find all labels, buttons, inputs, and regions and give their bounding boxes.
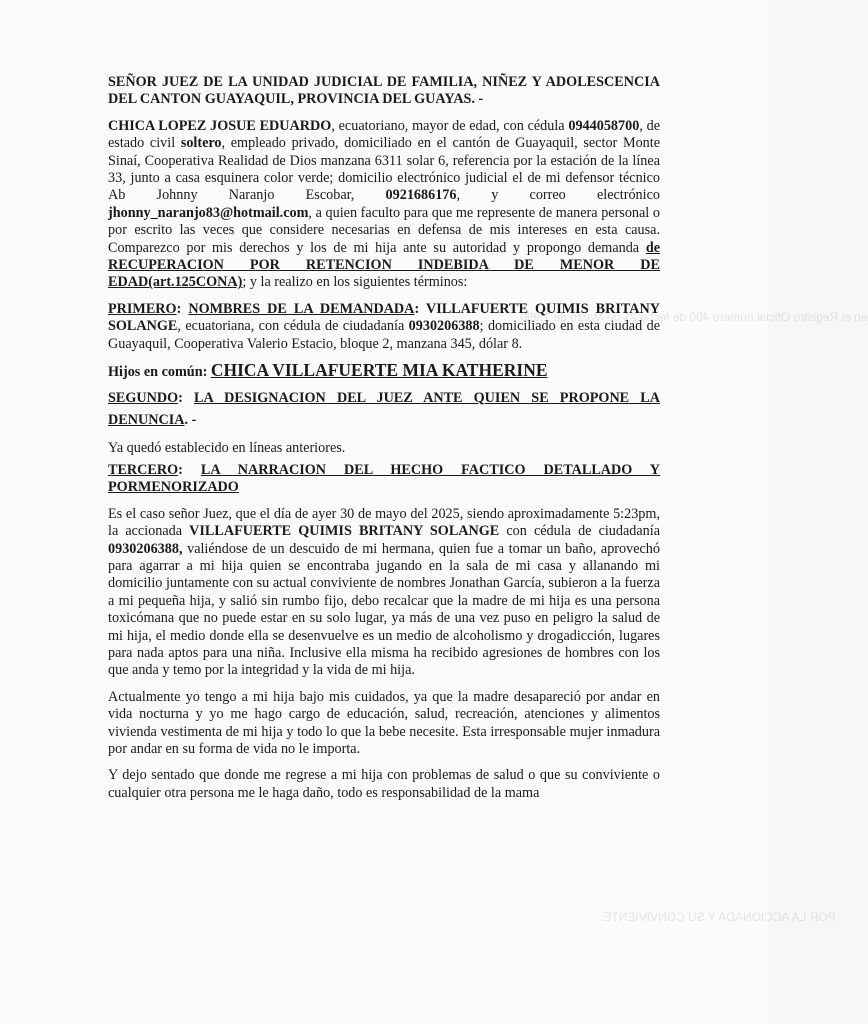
claim-type: de RECUPERACION POR RETENCION INDEBIDA DE MENOR DE EDAD(art.125CONA) [108,239,660,291]
text-segment: , empleado privado, domiciliado en el cantón de Guayaquil, sector Monte Sinaí, Cooperativa Realidad de Dios manzana 6311 solar 6, referencia por la estación de la línea 33, junto a casa esquinera color verde; domicilio electrónico judicial el de mi defensor técnico Ab Johnny Naranjo Escobar, [108,135,660,204]
civil-status: soltero [180,135,222,152]
text-segment: : [178,389,183,406]
text-segment: : [414,300,426,317]
phone-number: 0921686176 [385,187,457,204]
section-segundo [108,387,660,431]
text-segment: . - [184,411,197,428]
bleed-through-text: en el Registro Oficial número 400 de fecha 21 de Marzo de 1.990 [520,310,868,324]
narration-paragraph-3: Y dejo sentado que donde me regrese a mi hija con problemas de salud o que su conviviente o cualquier otra persona me le haga daño, todo es responsabilidad de la mama [108,767,660,801]
section-label: SEGUNDO [108,389,179,406]
child-name: CHICA VILLAFUERTE MIA KATHERINE [210,360,548,381]
section-title: NOMBRES DE LA DEMANDADA [188,300,415,317]
section-segundo-body: Ya quedó establecido en líneas anteriores. [108,439,346,456]
text-segment: , y correo electrónico [456,187,660,204]
text-segment: : [178,461,183,478]
email-address: jhonny_naranjo83@hotmail.com [108,204,309,221]
section-title: LA NARRACION DEL HECHO FACTICO DETALLADO Y PORMENORIZADO [108,461,660,496]
text-segment: valiéndose de un descuido de mi hermana, quien fue a tomar un baño, aprovechó para agarrar a mi hija quien se encontraba jugando en la sala de mi casa y allanando mi domicilio juntamente con su actual conviviente de nombres Jonathan García, subieron a la fuerza a mi pequeña hija, y salió sin rumbo fijo, debo recalcar que la madre de mi hija es una persona toxicómana que no puede estar en su solo lugar, ya más de una vez puso en peligro la salud de mi hija, el medio donde ella se desenvuelve es un medio de alcoholismo y drogadicción, lugares para nada aptos para una niña. Inclusive ella misma ha recibido agresiones de hombres con los que anda y temo por la integridad y la vida de mi hija. [108,540,660,679]
defendant-name: VILLAFUERTE QUIMIS BRITANY SOLANGE [189,523,500,540]
common-children [108,362,660,381]
section-label: TERCERO [108,461,179,478]
document-heading: SEÑOR JUEZ DE LA UNIDAD JUDICIAL DE FAMILIA, NIÑEZ Y ADOLESCENCIA DEL CANTON GUAYAQUIL, PROVINCIA DEL GUAYAS. - [108,74,660,108]
plaintiff-name: CHICA LOPEZ JOSUE EDUARDO [108,117,332,134]
plaintiff-id: 0944058700 [568,117,640,134]
intro-paragraph [108,118,660,292]
text-segment: , a quien faculto para que me represente de manera personal o por escrito las veces que considere necesarias en defensa de mis intereses en esta causa. Comparezco por mis derechos y los de mi hija ante su autoridad y propongo demanda [108,204,660,256]
section-tercero [108,462,660,497]
defendant-id: 0930206388 [408,318,480,335]
bleed-through-text: POR LA ACCIONADA Y SU CONVIVIENTE. [600,910,836,924]
section-title: LA DESIGNACION DEL JUEZ ANTE QUIEN SE PROPONE LA DENUNCIA [108,389,660,428]
defendant-id: 0930206388, [108,540,183,557]
section-primero [108,301,660,353]
narration-paragraph-1 [108,506,660,680]
defendant-name: VILLAFUERTE QUIMIS BRITANY SOLANGE [108,300,661,335]
text-segment: Es el caso señor Juez, que el día de ayer 30 de mayo del 2025, siendo aproximadamente 5:23pm, la accionada [108,505,660,540]
text-segment: ; domiciliado en esta ciudad de Guayaquil, Cooperativa Valerio Estacio, bloque 2, manzana 345, dólar 8. [108,318,661,352]
text-segment: , ecuatoriano, mayor de edad, con cédula [331,117,569,134]
narration-paragraph-2: Actualmente yo tengo a mi hija bajo mis cuidados, ya que la madre desapareció por andar en vida nocturna y yo me hago cargo de educación, salud, recreación, atenciones y alimentos vivienda vestimenta de mi hija y todo lo que la bebe necesite. Esta irresponsable mujer inmadura por andar en su forma de vida no le importa. [108,688,660,757]
text-segment: , ecuatoriana, con cédula de ciudadanía [177,318,409,335]
text-segment: , de estado civil [108,117,660,152]
text-segment: ; y la realizo en los siguientes términos: [242,274,468,291]
text-segment: : [176,300,182,317]
text-segment: con cédula de ciudadanía [499,523,661,540]
children-label: Hijos en común: [108,364,211,381]
section-label: PRIMERO [108,300,177,317]
document-body [108,74,660,802]
